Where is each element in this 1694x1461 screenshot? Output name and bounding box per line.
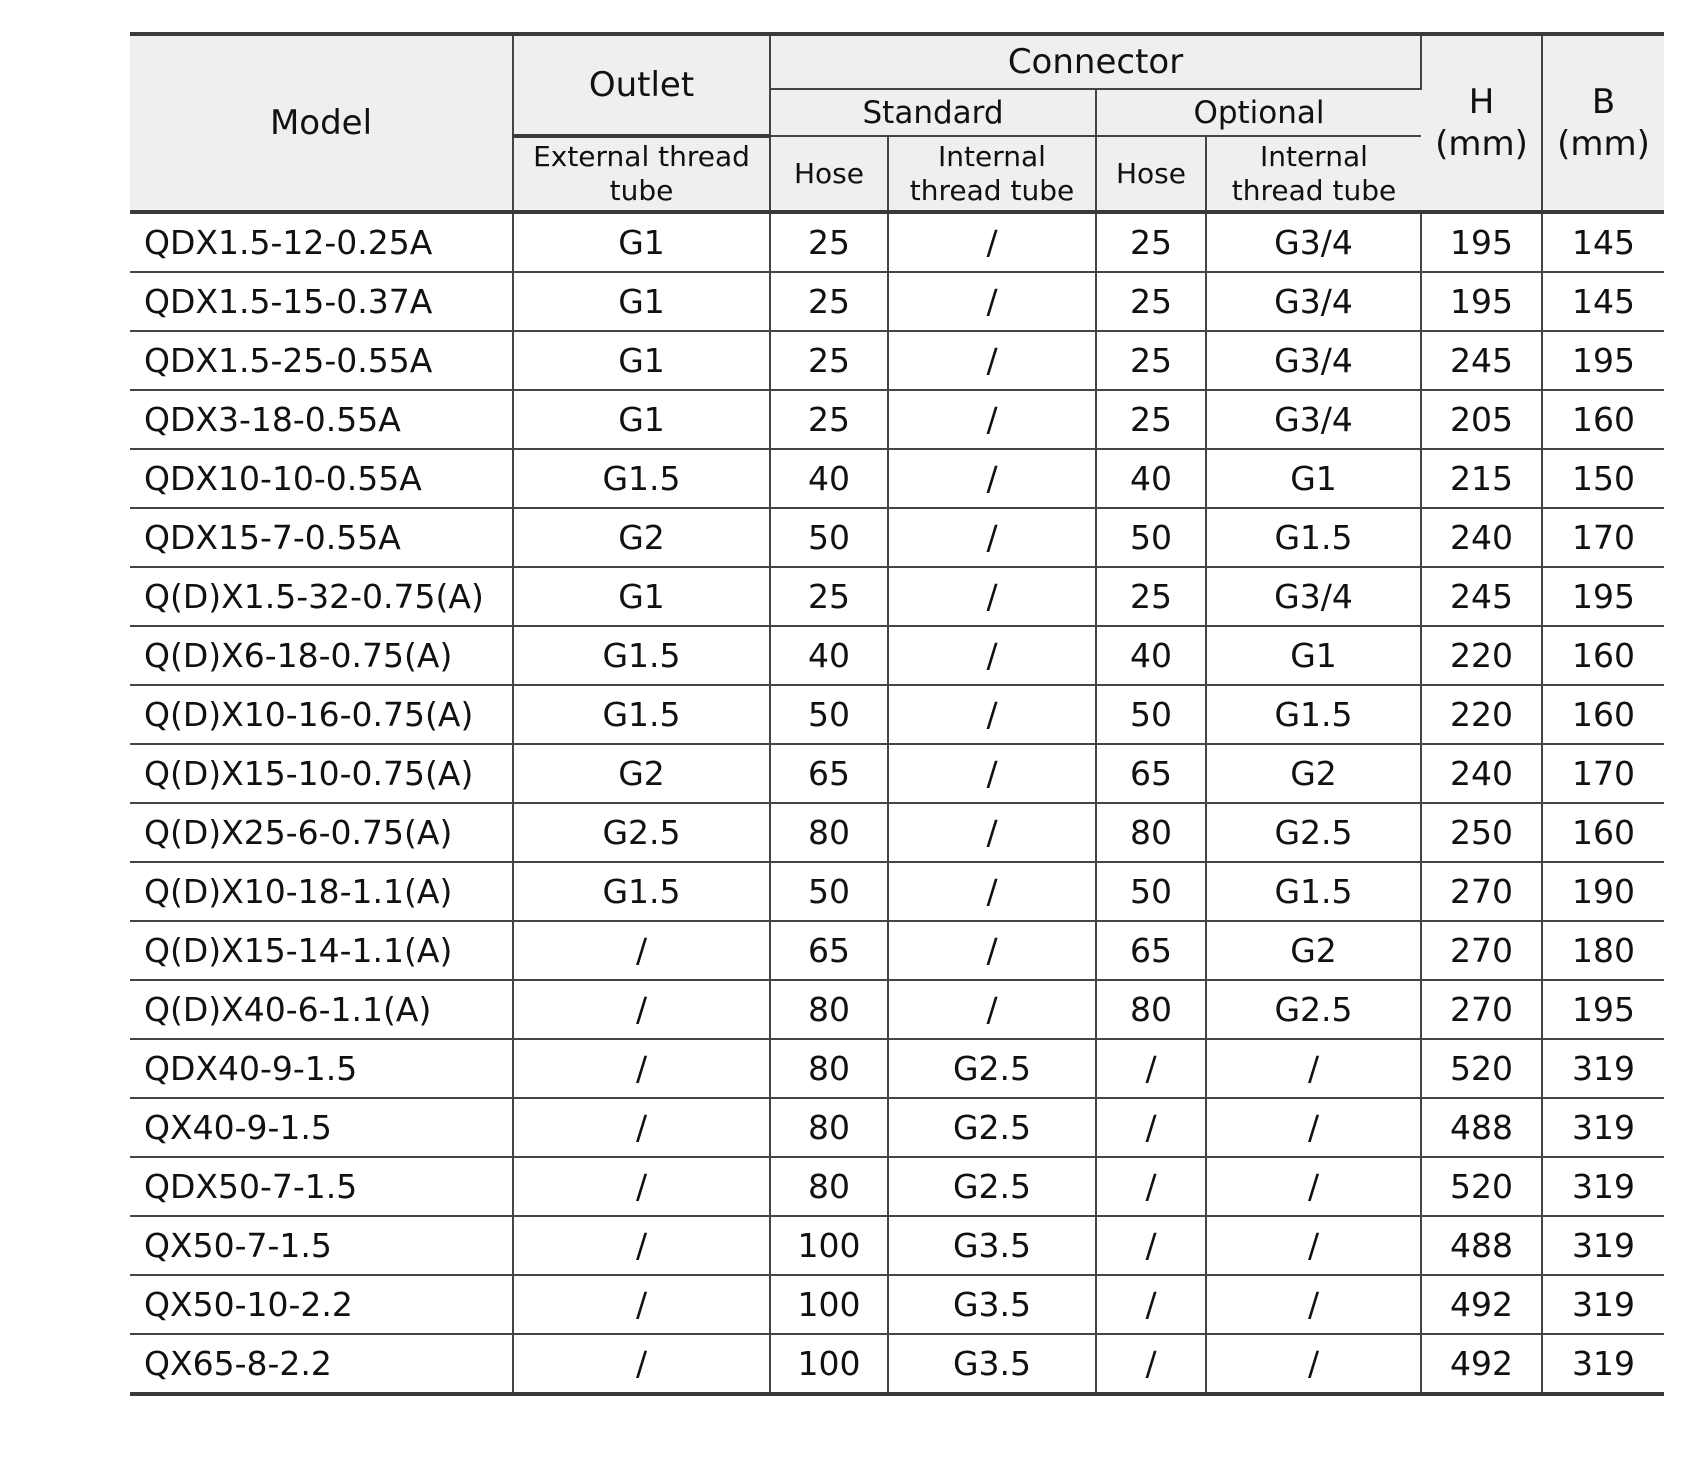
table-row xyxy=(130,685,1664,744)
header-model: Model xyxy=(130,34,513,212)
h-mm-cell: 215 xyxy=(1421,449,1542,508)
model-cell: QDX1.5-12-0.25A xyxy=(130,212,513,272)
h-mm-cell: 488 xyxy=(1421,1216,1542,1275)
optional-hose-cell: 50 xyxy=(1096,862,1206,921)
h-mm-cell: 270 xyxy=(1421,862,1542,921)
h-mm-cell: 245 xyxy=(1421,567,1542,626)
outlet-external-thread-cell: G1 xyxy=(513,212,770,272)
model-cell: Q(D)X10-18-1.1(A) xyxy=(130,862,513,921)
b-mm-cell: 319 xyxy=(1542,1157,1664,1216)
header-optional-hose: Hose xyxy=(1096,136,1206,212)
outlet-external-thread-cell: / xyxy=(513,921,770,980)
standard-hose-cell: 25 xyxy=(770,212,888,272)
outlet-external-thread-cell: / xyxy=(513,1157,770,1216)
table-row xyxy=(130,1039,1664,1098)
optional-hose-cell: 40 xyxy=(1096,626,1206,685)
table-row xyxy=(130,272,1664,331)
h-mm-cell: 220 xyxy=(1421,685,1542,744)
optional-internal-thread-cell: G3/4 xyxy=(1206,212,1421,272)
header-outlet: Outlet xyxy=(513,34,770,136)
b-mm-cell: 195 xyxy=(1542,567,1664,626)
standard-internal-thread-cell: / xyxy=(888,862,1096,921)
standard-hose-cell: 80 xyxy=(770,803,888,862)
standard-hose-cell: 80 xyxy=(770,1039,888,1098)
standard-internal-thread-cell: / xyxy=(888,390,1096,449)
optional-hose-cell: 80 xyxy=(1096,803,1206,862)
optional-hose-cell: / xyxy=(1096,1334,1206,1394)
optional-hose-cell: / xyxy=(1096,1039,1206,1098)
optional-hose-cell: / xyxy=(1096,1157,1206,1216)
h-mm-cell: 240 xyxy=(1421,744,1542,803)
standard-internal-thread-cell: G2.5 xyxy=(888,1157,1096,1216)
outlet-external-thread-cell: / xyxy=(513,980,770,1039)
header-optional-internal-thread-tube: Internal thread tube xyxy=(1206,136,1421,212)
outlet-external-thread-cell: / xyxy=(513,1334,770,1394)
standard-hose-cell: 40 xyxy=(770,449,888,508)
standard-hose-cell: 65 xyxy=(770,744,888,803)
h-mm-cell: 520 xyxy=(1421,1039,1542,1098)
table-row xyxy=(130,744,1664,803)
optional-hose-cell: 25 xyxy=(1096,331,1206,390)
header-optional: Optional xyxy=(1096,89,1421,136)
standard-hose-cell: 50 xyxy=(770,508,888,567)
header-h-mm: H (mm) xyxy=(1421,34,1542,212)
standard-hose-cell: 40 xyxy=(770,626,888,685)
b-mm-cell: 150 xyxy=(1542,449,1664,508)
optional-internal-thread-cell: / xyxy=(1206,1275,1421,1334)
b-mm-cell: 170 xyxy=(1542,744,1664,803)
b-mm-cell: 319 xyxy=(1542,1275,1664,1334)
outlet-external-thread-cell: G1 xyxy=(513,331,770,390)
model-cell: QDX1.5-15-0.37A xyxy=(130,272,513,331)
outlet-external-thread-cell: G1 xyxy=(513,272,770,331)
table-row xyxy=(130,1098,1664,1157)
outlet-external-thread-cell: G1.5 xyxy=(513,685,770,744)
outlet-external-thread-cell: / xyxy=(513,1039,770,1098)
table-row xyxy=(130,567,1664,626)
table-row xyxy=(130,1334,1664,1394)
b-mm-cell: 160 xyxy=(1542,626,1664,685)
standard-internal-thread-cell: / xyxy=(888,449,1096,508)
model-cell: Q(D)X10-16-0.75(A) xyxy=(130,685,513,744)
table-body xyxy=(130,212,1664,1394)
model-cell: Q(D)X15-10-0.75(A) xyxy=(130,744,513,803)
optional-internal-thread-cell: G3/4 xyxy=(1206,272,1421,331)
header-standard: Standard xyxy=(770,89,1096,136)
outlet-external-thread-cell: / xyxy=(513,1216,770,1275)
table-row xyxy=(130,508,1664,567)
table-row xyxy=(130,921,1664,980)
outlet-external-thread-cell: G2.5 xyxy=(513,803,770,862)
table-row xyxy=(130,449,1664,508)
optional-internal-thread-cell: G1.5 xyxy=(1206,508,1421,567)
header-standard-internal-thread-tube: Internal thread tube xyxy=(888,136,1096,212)
standard-internal-thread-cell: / xyxy=(888,803,1096,862)
optional-hose-cell: 80 xyxy=(1096,980,1206,1039)
standard-internal-thread-cell: G2.5 xyxy=(888,1039,1096,1098)
optional-internal-thread-cell: G3/4 xyxy=(1206,331,1421,390)
h-mm-cell: 220 xyxy=(1421,626,1542,685)
h-mm-cell: 488 xyxy=(1421,1098,1542,1157)
outlet-external-thread-cell: / xyxy=(513,1098,770,1157)
standard-internal-thread-cell: G3.5 xyxy=(888,1216,1096,1275)
optional-internal-thread-cell: G3/4 xyxy=(1206,390,1421,449)
standard-internal-thread-cell: / xyxy=(888,980,1096,1039)
optional-hose-cell: 25 xyxy=(1096,212,1206,272)
h-mm-cell: 270 xyxy=(1421,921,1542,980)
table-row xyxy=(130,1157,1664,1216)
table-row xyxy=(130,331,1664,390)
optional-internal-thread-cell: / xyxy=(1206,1157,1421,1216)
header-external-thread-tube: External thread tube xyxy=(513,136,770,212)
standard-hose-cell: 50 xyxy=(770,862,888,921)
optional-hose-cell: 40 xyxy=(1096,449,1206,508)
standard-hose-cell: 100 xyxy=(770,1275,888,1334)
b-mm-cell: 145 xyxy=(1542,272,1664,331)
outlet-external-thread-cell: G1 xyxy=(513,567,770,626)
b-mm-cell: 319 xyxy=(1542,1098,1664,1157)
model-cell: QDX15-7-0.55A xyxy=(130,508,513,567)
h-mm-cell: 270 xyxy=(1421,980,1542,1039)
optional-internal-thread-cell: G3/4 xyxy=(1206,567,1421,626)
standard-internal-thread-cell: G3.5 xyxy=(888,1275,1096,1334)
model-cell: QDX40-9-1.5 xyxy=(130,1039,513,1098)
table-row xyxy=(130,1275,1664,1334)
b-mm-cell: 195 xyxy=(1542,980,1664,1039)
h-mm-cell: 195 xyxy=(1421,272,1542,331)
optional-internal-thread-cell: G1.5 xyxy=(1206,862,1421,921)
optional-internal-thread-cell: / xyxy=(1206,1098,1421,1157)
optional-hose-cell: 25 xyxy=(1096,390,1206,449)
standard-hose-cell: 100 xyxy=(770,1216,888,1275)
h-mm-cell: 250 xyxy=(1421,803,1542,862)
standard-internal-thread-cell: / xyxy=(888,921,1096,980)
optional-hose-cell: 65 xyxy=(1096,921,1206,980)
model-cell: QDX1.5-25-0.55A xyxy=(130,331,513,390)
h-mm-cell: 205 xyxy=(1421,390,1542,449)
standard-hose-cell: 25 xyxy=(770,331,888,390)
optional-internal-thread-cell: G1 xyxy=(1206,626,1421,685)
standard-hose-cell: 25 xyxy=(770,567,888,626)
b-mm-cell: 160 xyxy=(1542,390,1664,449)
model-cell: QDX10-10-0.55A xyxy=(130,449,513,508)
model-cell: QX40-9-1.5 xyxy=(130,1098,513,1157)
h-mm-cell: 492 xyxy=(1421,1275,1542,1334)
model-cell: QX50-7-1.5 xyxy=(130,1216,513,1275)
model-cell: QX50-10-2.2 xyxy=(130,1275,513,1334)
optional-hose-cell: 25 xyxy=(1096,567,1206,626)
optional-hose-cell: 25 xyxy=(1096,272,1206,331)
model-cell: Q(D)X15-14-1.1(A) xyxy=(130,921,513,980)
standard-internal-thread-cell: / xyxy=(888,508,1096,567)
table-row xyxy=(130,1216,1664,1275)
h-mm-cell: 245 xyxy=(1421,331,1542,390)
table-row xyxy=(130,212,1664,272)
optional-internal-thread-cell: / xyxy=(1206,1039,1421,1098)
b-mm-cell: 319 xyxy=(1542,1216,1664,1275)
h-mm-cell: 520 xyxy=(1421,1157,1542,1216)
standard-hose-cell: 80 xyxy=(770,1098,888,1157)
table-header xyxy=(130,34,1664,212)
optional-hose-cell: / xyxy=(1096,1216,1206,1275)
standard-hose-cell: 25 xyxy=(770,272,888,331)
standard-internal-thread-cell: G2.5 xyxy=(888,1098,1096,1157)
table-row xyxy=(130,980,1664,1039)
optional-internal-thread-cell: G2.5 xyxy=(1206,980,1421,1039)
header-connector: Connector xyxy=(770,34,1421,89)
standard-internal-thread-cell: / xyxy=(888,685,1096,744)
table-row xyxy=(130,390,1664,449)
optional-internal-thread-cell: / xyxy=(1206,1334,1421,1394)
b-mm-cell: 170 xyxy=(1542,508,1664,567)
standard-hose-cell: 100 xyxy=(770,1334,888,1394)
optional-hose-cell: / xyxy=(1096,1275,1206,1334)
b-mm-cell: 190 xyxy=(1542,862,1664,921)
optional-internal-thread-cell: / xyxy=(1206,1216,1421,1275)
outlet-external-thread-cell: G2 xyxy=(513,744,770,803)
model-cell: Q(D)X40-6-1.1(A) xyxy=(130,980,513,1039)
model-cell: QDX50-7-1.5 xyxy=(130,1157,513,1216)
b-mm-cell: 145 xyxy=(1542,212,1664,272)
header-standard-hose: Hose xyxy=(770,136,888,212)
outlet-external-thread-cell: / xyxy=(513,1275,770,1334)
header-b-mm: B (mm) xyxy=(1542,34,1664,212)
b-mm-cell: 180 xyxy=(1542,921,1664,980)
table-row xyxy=(130,803,1664,862)
table-row xyxy=(130,626,1664,685)
outlet-external-thread-cell: G1.5 xyxy=(513,862,770,921)
b-mm-cell: 319 xyxy=(1572,1344,1635,1383)
b-mm-cell: 160 xyxy=(1542,685,1664,744)
standard-hose-cell: 50 xyxy=(770,685,888,744)
standard-internal-thread-cell: / xyxy=(888,272,1096,331)
model-cell: QDX3-18-0.55A xyxy=(130,390,513,449)
spec-table xyxy=(130,32,1664,1396)
standard-internal-thread-cell: G3.5 xyxy=(888,1334,1096,1394)
outlet-external-thread-cell: G1.5 xyxy=(513,626,770,685)
optional-internal-thread-cell: G2 xyxy=(1206,744,1421,803)
optional-hose-cell: 50 xyxy=(1096,508,1206,567)
standard-hose-cell: 65 xyxy=(770,921,888,980)
model-cell: Q(D)X1.5-32-0.75(A) xyxy=(130,567,513,626)
optional-internal-thread-cell: G1.5 xyxy=(1206,685,1421,744)
model-cell: Q(D)X25-6-0.75(A) xyxy=(130,803,513,862)
standard-internal-thread-cell: / xyxy=(888,626,1096,685)
standard-internal-thread-cell: / xyxy=(888,744,1096,803)
outlet-external-thread-cell: G2 xyxy=(513,508,770,567)
table-row xyxy=(130,862,1664,921)
model-cell: QX65-8-2.2 xyxy=(130,1334,513,1394)
standard-hose-cell: 25 xyxy=(770,390,888,449)
b-mm-cell: 195 xyxy=(1542,331,1664,390)
h-mm-cell: 240 xyxy=(1421,508,1542,567)
optional-hose-cell: 50 xyxy=(1096,685,1206,744)
optional-hose-cell: 65 xyxy=(1096,744,1206,803)
b-mm-cell: 160 xyxy=(1542,803,1664,862)
standard-internal-thread-cell: / xyxy=(888,212,1096,272)
optional-hose-cell: / xyxy=(1096,1098,1206,1157)
standard-internal-thread-cell: / xyxy=(888,567,1096,626)
outlet-external-thread-cell: G1 xyxy=(513,390,770,449)
standard-hose-cell: 80 xyxy=(770,1157,888,1216)
standard-internal-thread-cell: / xyxy=(888,331,1096,390)
optional-internal-thread-cell: G2.5 xyxy=(1206,803,1421,862)
optional-internal-thread-cell: G1 xyxy=(1206,449,1421,508)
h-mm-cell: 195 xyxy=(1421,212,1542,272)
model-cell: Q(D)X6-18-0.75(A) xyxy=(130,626,513,685)
b-mm-cell: 319 xyxy=(1542,1039,1664,1098)
standard-hose-cell: 80 xyxy=(770,980,888,1039)
h-mm-cell: 492 xyxy=(1421,1334,1542,1394)
outlet-external-thread-cell: G1.5 xyxy=(513,449,770,508)
optional-internal-thread-cell: G2 xyxy=(1206,921,1421,980)
